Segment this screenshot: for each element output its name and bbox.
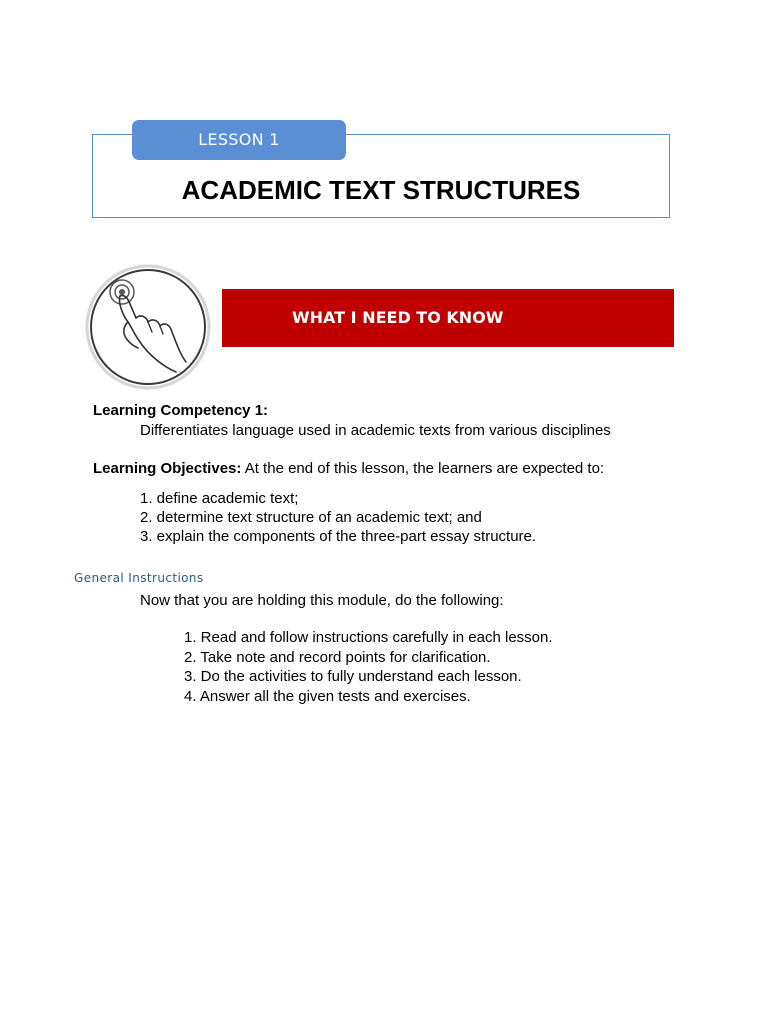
page-title: ACADEMIC TEXT STRUCTURES bbox=[181, 175, 581, 205]
general-instructions-intro: Now that you are holding this module, do the following: bbox=[140, 592, 504, 609]
objective-item: 1. define academic text; bbox=[140, 490, 299, 507]
competency-heading: Learning Competency 1: bbox=[93, 402, 269, 419]
objectives-line bbox=[93, 459, 604, 478]
instruction-item: 2. Take note and record points for clarification. bbox=[184, 649, 491, 666]
instruction-item: 4. Answer all the given tests and exercises. bbox=[184, 688, 471, 705]
instruction-item: 3. Do the activities to fully understand each lesson. bbox=[184, 668, 522, 685]
hand-touch-icon bbox=[78, 262, 240, 392]
instruction-item: 1. Read and follow instructions carefully in each lesson. bbox=[184, 629, 553, 646]
competency-text: Differentiates language used in academic texts from various disciplines bbox=[140, 422, 611, 439]
objectives-heading: Learning Objectives: bbox=[93, 460, 242, 477]
lesson-label-tab: LESSON 1 bbox=[132, 120, 346, 160]
objective-item: 2. determine text structure of an academic text; and bbox=[140, 509, 482, 526]
section-banner-label: WHAT I NEED TO KNOW bbox=[292, 308, 504, 327]
objective-item: 3. explain the components of the three-part essay structure. bbox=[140, 528, 537, 545]
general-instructions-heading: General Instructions bbox=[74, 571, 204, 585]
objectives-intro: At the end of this lesson, the learners are expected to: bbox=[241, 460, 605, 477]
